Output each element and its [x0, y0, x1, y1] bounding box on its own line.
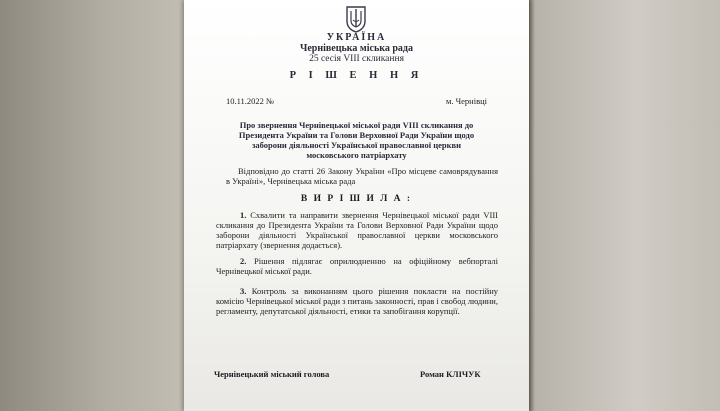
document-page — [184, 0, 529, 411]
background-left — [0, 0, 190, 411]
trident-emblem-icon — [344, 5, 368, 33]
decision-date: 10.11.2022 № — [226, 96, 275, 106]
signatory-title: Чернівецький міський голова — [214, 369, 330, 379]
country-title: УКРАЇНА — [326, 32, 387, 43]
background-right — [510, 0, 720, 411]
item-text: Рішення підлягає оприлюдненню на офіційному вебпорталі Чернівецької міської ради. — [216, 256, 498, 276]
council-name: Чернівецька міська рада — [300, 43, 413, 54]
resolution-item — [216, 210, 498, 250]
item-number: 1. — [240, 210, 247, 220]
resolved-heading: В И Р І Ш И Л А : — [300, 194, 413, 204]
legal-basis: Відповідно до статті 26 Закону України «Про місцеве самоврядування в Україні», Чернівецька міська рада — [226, 166, 498, 186]
item-number: 3. — [240, 286, 247, 296]
resolution-item — [216, 256, 498, 276]
item-text: Контроль за виконанням цього рішення покласти на постійну комісію Чернівецької міської ради з питань законності, прав і свобод людини, регламенту, депутатської діяльності, етики та запобігання корупції. — [216, 286, 498, 316]
session-info: 25 сесія VIII скликання — [309, 54, 404, 64]
decision-place: м. Чернівці — [446, 96, 488, 106]
signatory-name: Роман КЛІЧУК — [420, 369, 481, 379]
resolution-item — [216, 286, 498, 316]
subject-text: Про звернення Чернівецької міської ради VIII скликання до Президента України та Голови Верховної Ради України щодо заборони діяльності Української православної церкви московського патріархату — [238, 120, 475, 160]
decision-subject — [229, 120, 484, 160]
item-text: Схвалити та направити звернення Чернівецької міської ради VIII скликання до Президента України та Голови Верховної Ради України щодо заборони діяльності Української православної церкви московського патріархату (звернення додається). — [216, 210, 498, 250]
document-type: Р І Ш Е Н Н Я — [289, 70, 424, 81]
item-number: 2. — [240, 256, 247, 266]
